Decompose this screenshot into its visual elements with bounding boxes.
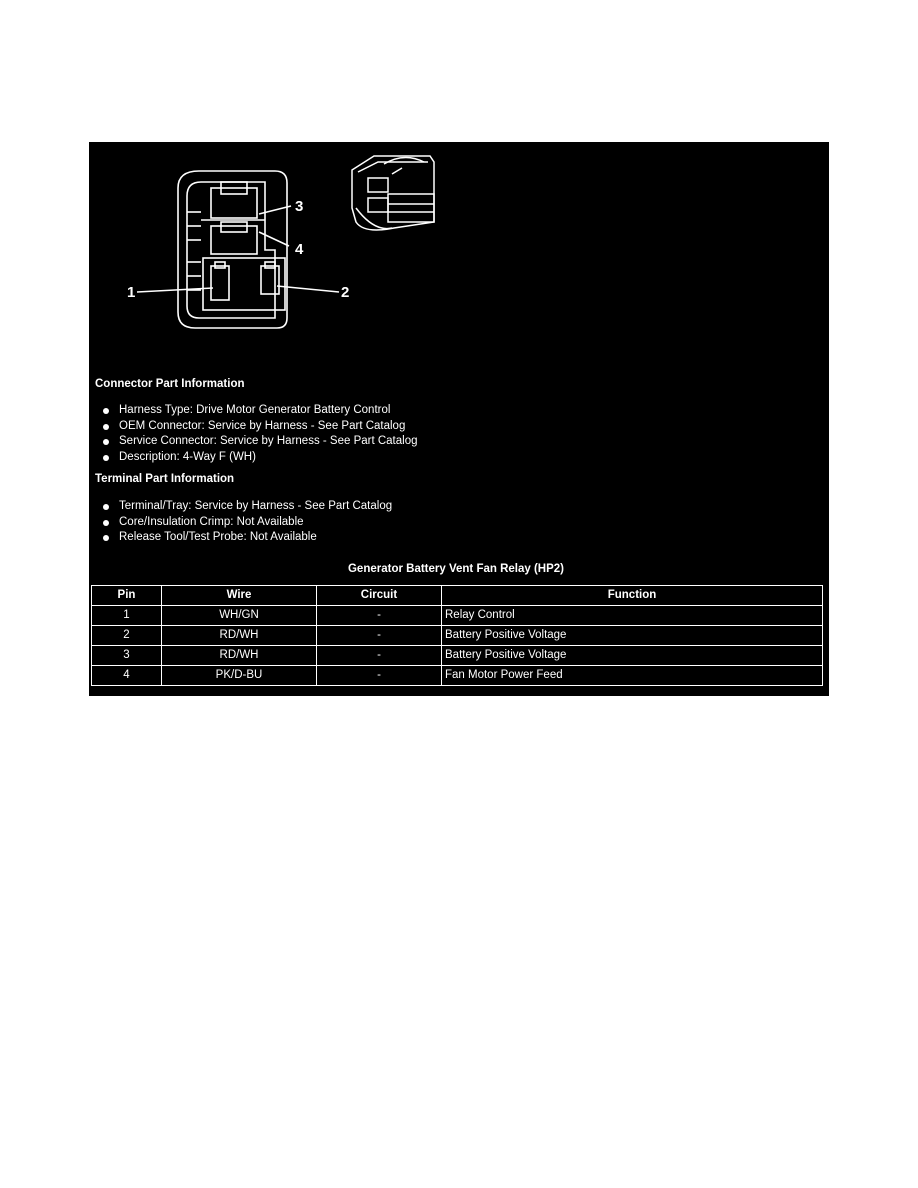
table-row [92, 626, 823, 646]
header-wire: Wire [162, 586, 317, 606]
cell-circuit: - [317, 666, 442, 686]
connector-end-view-panel [89, 142, 829, 696]
table-caption: Generator Battery Vent Fan Relay (HP2) [347, 563, 564, 575]
cell-function: Fan Motor Power Feed [442, 666, 823, 686]
list-item: OEM Connector: Service by Harness - See Part Catalog [89, 419, 418, 435]
header-circuit: Circuit [317, 586, 442, 606]
cell-circuit: - [317, 626, 442, 646]
connector-info-list [89, 403, 418, 466]
list-item: Harness Type: Drive Motor Generator Battery Control [89, 403, 418, 419]
table-row [92, 666, 823, 686]
table-header-row [92, 586, 823, 606]
list-item: Terminal/Tray: Service by Harness - See Part Catalog [89, 499, 392, 515]
cell-function: Relay Control [442, 606, 823, 626]
connector-isometric-drawing [344, 148, 444, 240]
list-item: Core/Insulation Crimp: Not Available [89, 515, 392, 531]
cell-wire: PK/D-BU [162, 666, 317, 686]
pin-label-4: 4 [295, 241, 304, 258]
cell-pin: 3 [92, 646, 162, 666]
list-item: Description: 4-Way F (WH) [89, 450, 418, 466]
list-item: Release Tool/Test Probe: Not Available [89, 530, 392, 546]
terminal-info-list [89, 499, 392, 546]
list-item: Service Connector: Service by Harness - See Part Catalog [89, 434, 418, 450]
cell-function: Battery Positive Voltage [442, 626, 823, 646]
terminal-info-heading: Terminal Part Information [95, 473, 235, 485]
header-function: Function [442, 586, 823, 606]
pinout-table [91, 585, 823, 686]
cell-circuit: - [317, 606, 442, 626]
table-row [92, 606, 823, 626]
cell-function: Battery Positive Voltage [442, 646, 823, 666]
cell-pin: 2 [92, 626, 162, 646]
cell-wire: RD/WH [162, 646, 317, 666]
connector-info-heading: Connector Part Information [95, 378, 245, 390]
table-row [92, 646, 823, 666]
header-pin: Pin [92, 586, 162, 606]
pin-label-1: 1 [127, 284, 136, 301]
cell-wire: RD/WH [162, 626, 317, 646]
pin-label-3: 3 [295, 198, 304, 215]
cell-circuit: - [317, 646, 442, 666]
cell-wire: WH/GN [162, 606, 317, 626]
pin-label-2: 2 [341, 284, 350, 301]
cell-pin: 4 [92, 666, 162, 686]
cell-pin: 1 [92, 606, 162, 626]
